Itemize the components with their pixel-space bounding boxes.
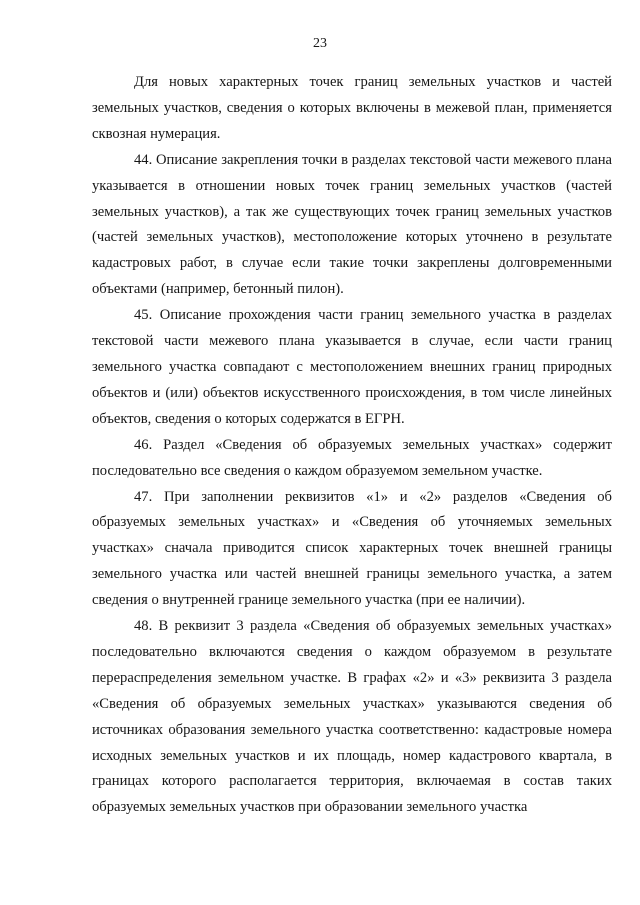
page-number: 23 — [313, 36, 327, 51]
paragraph-47: 47. При заполнении реквизитов «1» и «2» разделов «Сведения об образуемых земельных участках» и «Сведения об уточняемых земельных участках» сначала приводится список характерных точек внешней границы земельного участка или частей внешней границы земельного участка, а затем сведения о внутренней границе земельного участка (при ее наличии). — [92, 488, 612, 609]
paragraph-48: 48. В реквизит 3 раздела «Сведения об образуемых земельных участках» последовательно включаются сведения о каждом образуемом в результате перераспределения земельном участке. В графах «2» и «3» реквизита 3 раздела «Сведения об образуемых земельных участках» указываются сведения об источниках образования земельного участка соответственно: кадастровые номера исходных земельных участков и их площадь, номер кадастрового квартала, в границах которого располагается территория, включаемая в состав таких образуемых земельных участков при образовании земельного участка — [92, 618, 612, 816]
paragraph-45: 45. Описание прохождения части границ земельного участка в разделах текстовой части межевого плана указывается в случае, если части границ земельного участка совпадают с местоположением внешних границ природных объектов и (или) объектов искусственного происхождения, в том числе линейных объектов, сведения о которых содержатся в ЕГРН. — [92, 307, 612, 427]
paragraph-46: 46. Раздел «Сведения об образуемых земельных участках» содержит последовательно все сведения о каждом образуемом земельном участке. — [92, 436, 612, 479]
paragraph-44: 44. Описание закрепления точки в разделах текстовой части межевого плана указывается в отношении новых точек границ земельных участков (частей земельных участков), а так же существующих точек границ земельных участков (частей земельных участков), местоположение которых уточнено в результате кадастровых работ, в случае если такие точки закреплены долговременными объектами (например, бетонный пилон). — [92, 151, 612, 298]
paragraph-numbering: Для новых характерных точек границ земельных участков и частей земельных участков, сведения о которых включены в межевой план, применяется сквозная нумерация. — [92, 74, 612, 142]
document-body — [92, 70, 612, 821]
